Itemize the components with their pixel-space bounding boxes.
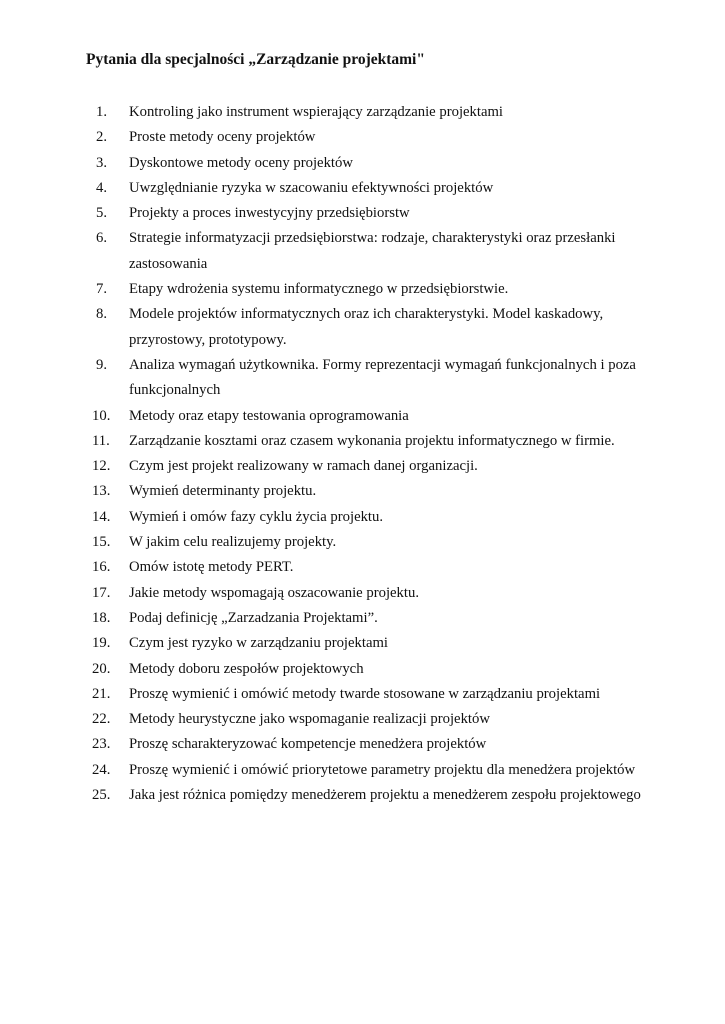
item-text: Jakie metody wspomagają oszacowanie projektu.	[129, 584, 419, 601]
item-text: Omów istotę metody PERT.	[129, 559, 294, 576]
item-text: Wymień determinanty projektu.	[129, 483, 317, 500]
item-number: 19.	[92, 635, 111, 652]
item-number: 1.	[96, 104, 108, 120]
item-number: 10.	[92, 407, 111, 424]
item-text: Podaj definicję „Zarzadzania Projektami”.	[129, 609, 378, 626]
item-number: 24.	[92, 761, 111, 778]
item-number: 14.	[92, 508, 111, 525]
item-text: Etapy wdrożenia systemu informatycznego w przedsiębiorstwie.	[129, 281, 509, 298]
list-item	[96, 353, 656, 404]
list-item	[92, 631, 656, 656]
item-number: 15.	[92, 534, 111, 551]
list-item	[92, 429, 656, 454]
list-item	[92, 682, 656, 707]
item-text: Proszę scharakteryzować kompetencje menedżera projektów	[129, 736, 487, 753]
list-item	[92, 581, 656, 606]
item-text: Projekty a proces inwestycyjny przedsiębiorstw	[129, 205, 410, 222]
item-text: W jakim celu realizujemy projekty.	[129, 534, 337, 551]
item-number: 8.	[96, 306, 108, 323]
item-text: Dyskontowe metody oceny projektów	[129, 154, 353, 171]
item-text: Modele projektów informatycznych oraz ich charakterystyki. Model kaskadowy, przyrostowy, prototypowy.	[129, 306, 604, 348]
item-number: 25.	[92, 787, 111, 804]
item-text: Czym jest projekt realizowany w ramach danej organizacji.	[129, 458, 478, 475]
list-item	[92, 479, 656, 504]
item-text: Proste metody oceny projektów	[129, 129, 316, 146]
list-item	[96, 201, 656, 226]
list-item	[92, 530, 656, 555]
item-number: 3.	[96, 154, 108, 171]
item-number: 2.	[96, 129, 108, 146]
item-number: 11.	[92, 432, 110, 449]
item-number: 6.	[96, 230, 108, 247]
item-text: Metody heurystyczne jako wspomaganie realizacji projektów	[129, 711, 490, 728]
list-item	[96, 100, 656, 125]
list-item	[92, 783, 656, 808]
item-number: 7.	[96, 281, 108, 298]
item-number: 17.	[92, 584, 111, 601]
list-item	[96, 125, 656, 150]
item-text: Uwzględnianie ryzyka w szacowaniu efektywności projektów	[129, 179, 494, 196]
item-number: 22.	[92, 711, 111, 728]
item-number: 23.	[92, 736, 111, 753]
item-text: Jaka jest różnica pomiędzy menedżerem projektu a menedżerem zespołu projektowego	[129, 787, 641, 804]
question-list	[92, 100, 656, 808]
item-number: 13.	[92, 483, 111, 500]
list-item	[92, 505, 656, 530]
list-item	[92, 732, 656, 757]
list-item	[96, 277, 656, 302]
list-item	[92, 758, 656, 783]
list-item	[92, 606, 656, 631]
list-item	[96, 176, 656, 201]
list-item	[96, 151, 656, 176]
list-item	[92, 454, 656, 479]
item-number: 21.	[92, 685, 111, 702]
item-text: Strategie informatyzacji przedsiębiorstwa: rodzaje, charakterystyki oraz przesłanki zastosowania	[129, 230, 616, 272]
list-item	[96, 226, 656, 277]
item-text: Metody doboru zespołów projektowych	[129, 660, 364, 677]
list-item	[92, 707, 656, 732]
item-number: 12.	[92, 458, 111, 475]
item-number: 9.	[96, 356, 108, 373]
document-title: Pytania dla specjalności „Zarządzanie projektami"	[86, 51, 425, 68]
list-item	[96, 302, 656, 353]
item-number: 5.	[96, 205, 108, 222]
item-text: Wymień i omów fazy cyklu życia projektu.	[129, 508, 384, 525]
list-item	[92, 657, 656, 682]
item-text: Czym jest ryzyko w zarządzaniu projektami	[129, 635, 388, 652]
item-number: 18.	[92, 609, 111, 626]
item-text: Zarządzanie kosztami oraz czasem wykonania projektu informatycznego w firmie.	[129, 432, 615, 449]
list-item	[92, 404, 656, 429]
item-text: Metody oraz etapy testowania oprogramowania	[129, 407, 409, 424]
item-text: Proszę wymienić i omówić metody twarde stosowane w zarządzaniu projektami	[129, 685, 601, 702]
item-number: 20.	[92, 660, 111, 677]
item-number: 4.	[96, 179, 108, 196]
item-text: Proszę wymienić i omówić priorytetowe parametry projektu dla menedżera projektów	[129, 761, 636, 778]
item-number: 16.	[92, 559, 111, 576]
list-item	[92, 555, 656, 580]
item-text: Kontroling jako instrument wspierający zarządzanie projektami	[129, 104, 503, 120]
item-text: Analiza wymagań użytkownika. Formy reprezentacji wymagań funkcjonalnych i poza funkcjonalnych	[129, 356, 636, 399]
